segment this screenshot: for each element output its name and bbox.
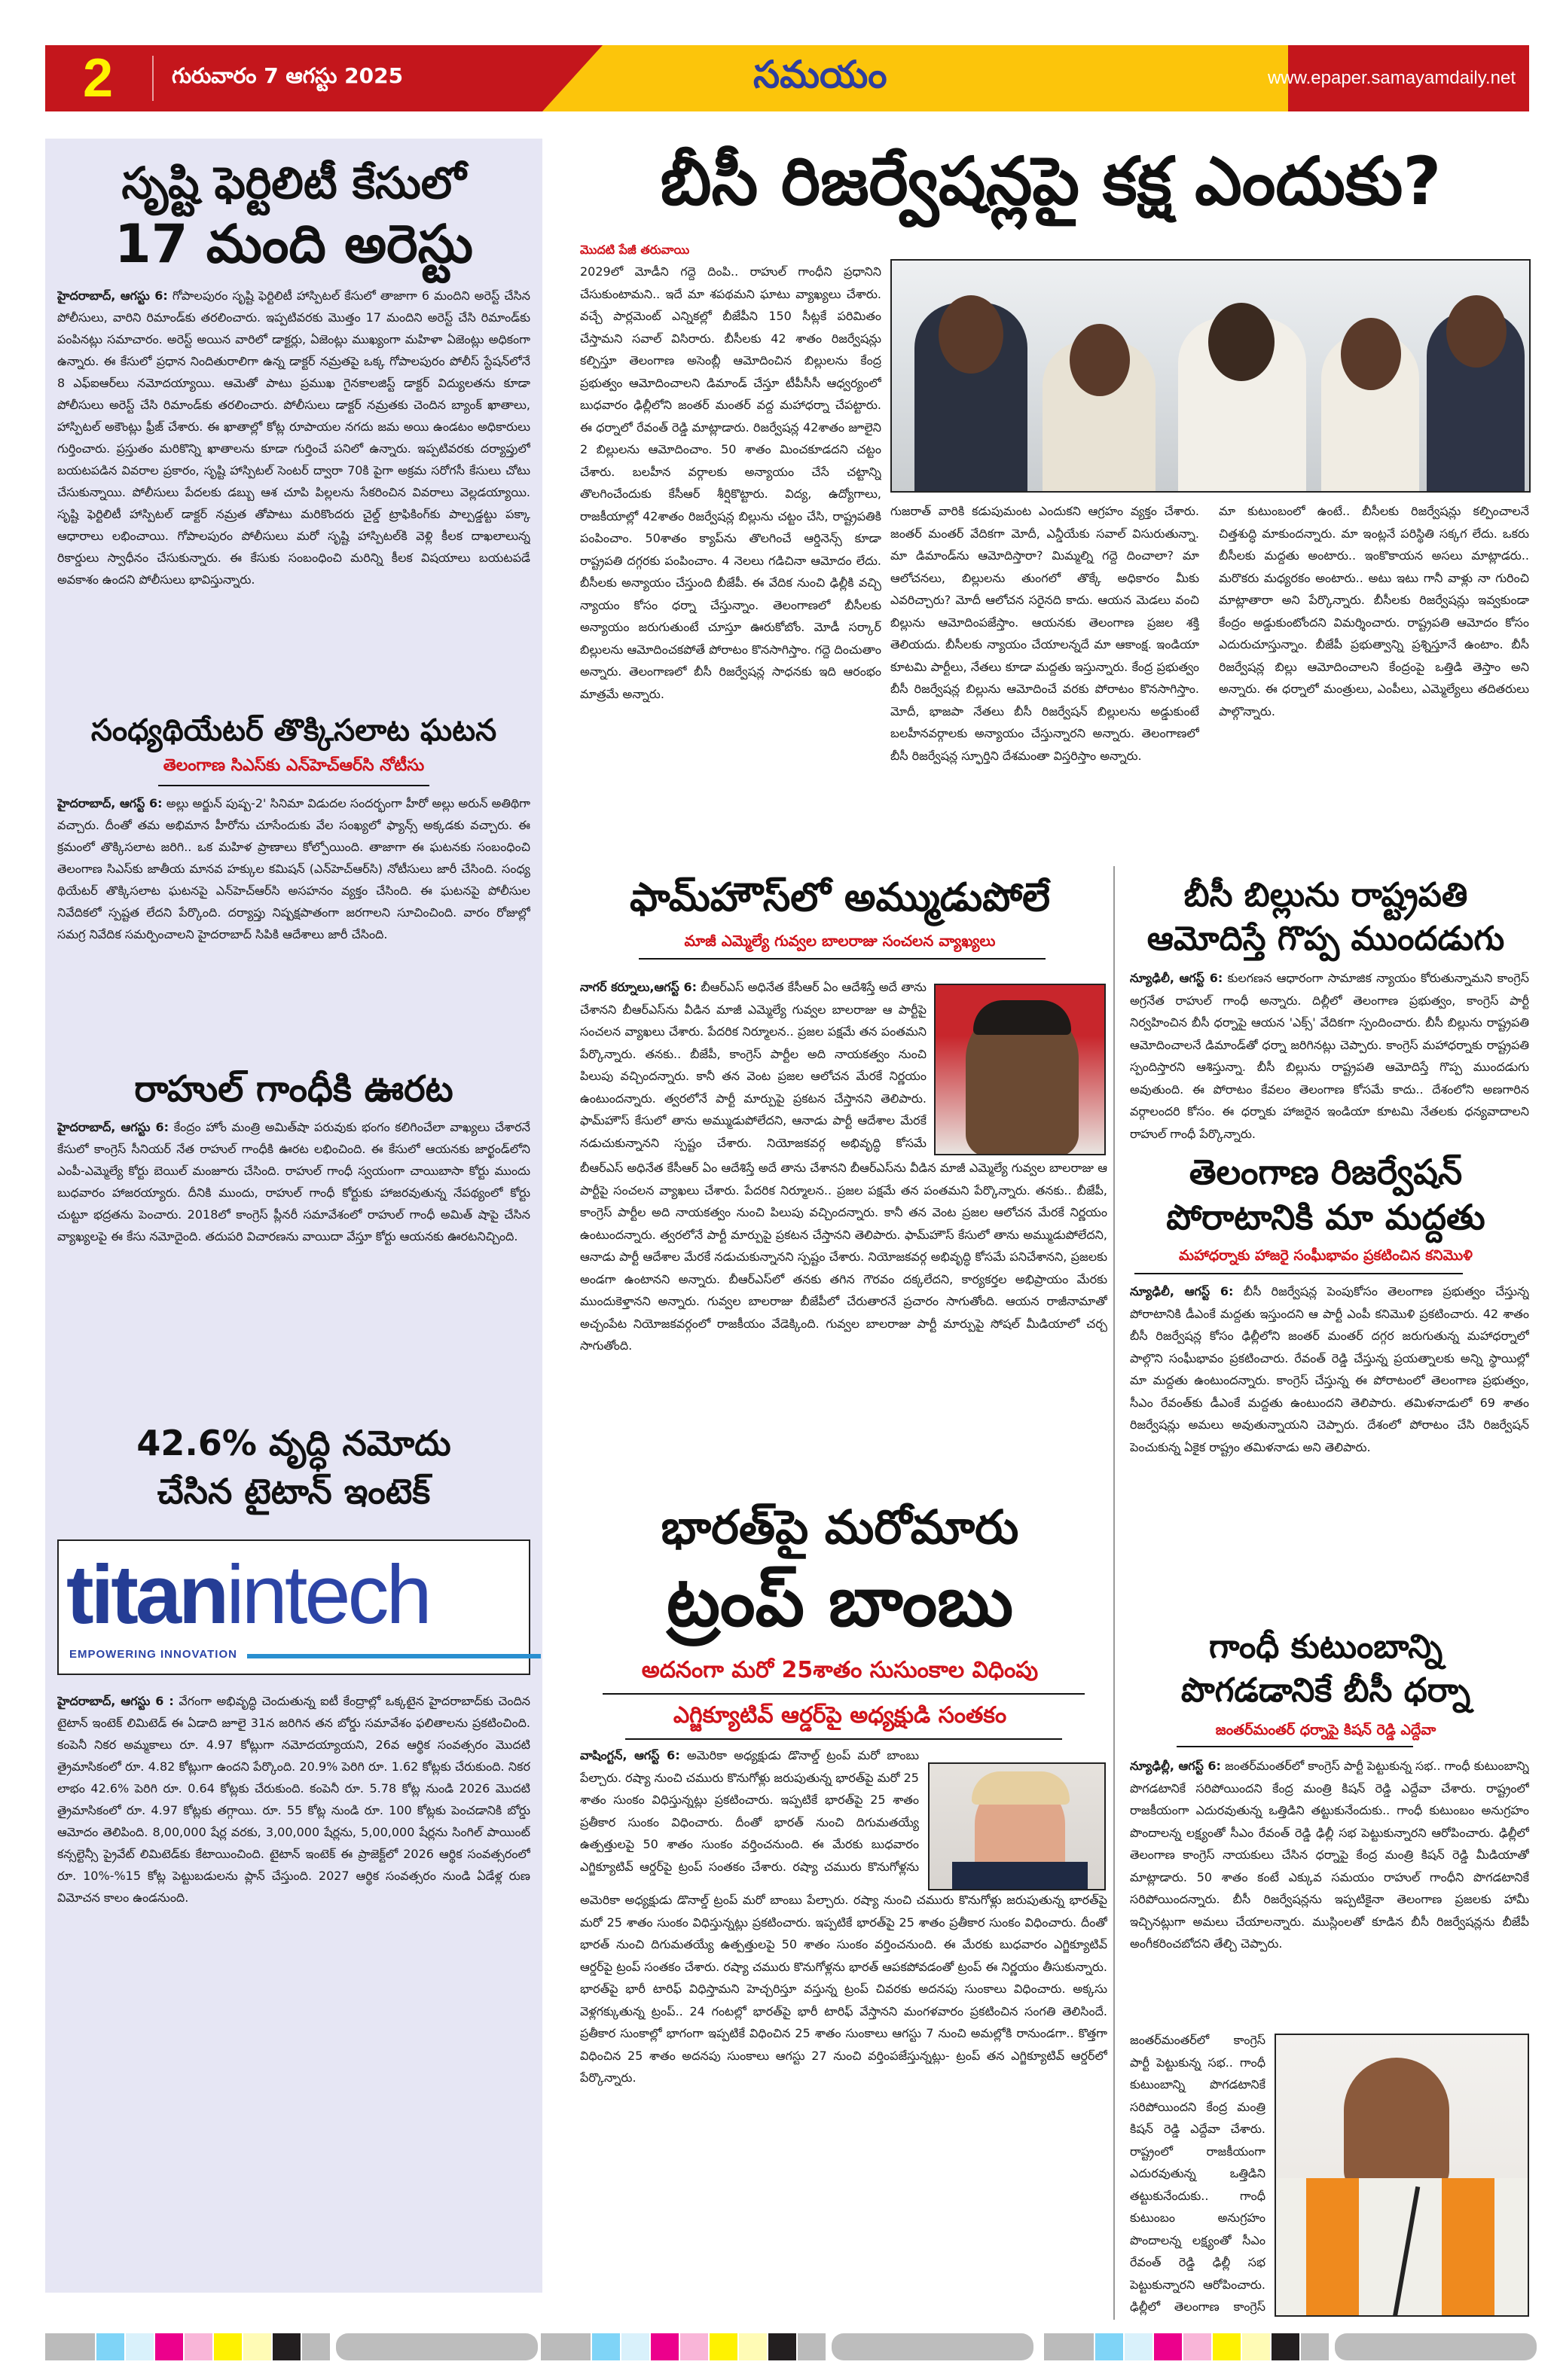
- trump-headline-line-1: భారత్‌పై మరోమారు: [661, 1500, 1019, 1555]
- color-swatch: [302, 2333, 330, 2360]
- lead-headline: బీసీ రిజర్వేషన్లపై కక్ష ఎందుకు?: [660, 142, 1442, 220]
- body-text: వేగంగా అభివృద్ధి చెందుతున్న ఐటీ కేంద్రాల్లో ఒక్కటైన హైదరాబాద్‌కు చెందిన టైటాన్ ఇంటెక్ లిమిటెడ్ ఈ ఏడాది జూలై 31న జరిగిన తన బోర్డు సమావేశం ఫలితాలను ప్రకటించింది. కంపెనీ నికర అమ్మకాలు రూ. 4.97 కోట్లుగా నమోదయ్యాయని, 26వ ఆర్థిక సంవత్సరం మొదటి త్రైమాసికంలో రూ. 4.82 కోట్లుగా ఉందని పేర్కొంది. 20.9% పెరిగి రూ. 1.62 కోట్లకు చేరుకుంది. నికర లాభం 42.6% పెరిగి రూ. 0.64 కోట్లకు చేరుకుంది. కంపెనీ రూ. 5.78 కోట్ల నుండి 2026 మొదటి త్రైమాసికంలో రూ. 4.97 కోట్లకు తగ్గాయి. రూ. 55 కోట్ల నుండి రూ. 100 కోట్లకు పెంచడానికి బోర్డు ఆమోదం తెలిపింది. 8,00,000 షేర్ల వరకు, 3,00,000 షేర్లను, 5,00,000 షేర్లను సింగిల్ పాయింట్ కన్సల్టెన్సీ ప్రైవేట్ లిమిటెడ్‌కు కేటాయించింది. టైటాన్ ఇంటెక్ ఈ ప్రాజెక్ట్‌లో 2026 ఆర్థిక సంవత్సరంలో రూ. 10%-%15 కోట్ల పెట్టుబడులను ప్లాన్ చేస్తుంది. 2027 ఆర్థిక సంవత్సరం నుండి ఏడేళ్ల రుణ విమోచన కాలం ఉండనుంది.: [57, 1694, 530, 1905]
- body-text: బీసీ రిజర్వేషన్ల పెంపుకోసం తెలంగాణ ప్రభుత్వం చేస్తున్న పోరాటానికి డీఎంకే మద్దతు ఇస్తుందని ఆ పార్టీ ఎంపీ కనిమొళి ప్రకటించారు. 42 శాతం బీసీ రిజర్వేషన్ల కోసం ఢిల్లీలోని జంతర్ మంతర్ దగ్గర జరుగుతున్న మహాధర్నాలో పాల్గొని సంఘీభావం ప్రకటించారు. రేవంత్ రెడ్డి చేస్తున్న ప్రయత్నాలకు అన్ని స్థాయిల్లో మా మద్దతు ఉంటుందన్నారు. కాంగ్రెస్ చేస్తున్న ఈ పోరాటంలో తెలంగాణ ప్రభుత్వం, సీఎం రేవంత్‌కు డీఎంకే మద్దతు ఉంటుందని తెలిపారు. తమిళనాడులో 69 శాతం రిజర్వేషన్లు అమలు అవుతున్నాయని చెప్పారు. దేశంలో పోరాటం చేసి రిజర్వేషన్ పెంచుకున్న ఏకైక రాష్ట్రం తమిళనాడు అని తెలిపారు.: [1130, 1284, 1529, 1454]
- gray-registration-pill: [336, 2333, 538, 2360]
- headline: రాహుల్ గాంధీకి ఊరట: [134, 1068, 453, 1110]
- photo-kishan-reddy: [1275, 2034, 1529, 2317]
- left-column: [45, 139, 542, 2293]
- color-swatch: [651, 2333, 679, 2360]
- body-text: కులగణన ఆధారంగా సామాజిక న్యాయం కోరుతున్నామని కాంగ్రెస్ అగ్రనేత రాహుల్ గాంధీ అన్నారు. దిల్లీలో తెలంగాణ ప్రభుత్వం, కాంగ్రెస్ పార్టీ నిర్వహించిన బీసీ ధర్నాపై ఆయన 'ఎక్స్' వేదికగా స్పందించారు. బీసీ బిల్లును రాష్ట్రపతి ఆమోదించాలనే డిమాండ్‌తో ధర్నా జరిగినట్లు చెప్పారు. కాంగ్రెస్ మహాధర్నాకు రాష్ట్రపతి స్పందిస్తారని ఆశిస్తున్నా. బీసీ బిల్లును రాష్ట్రపతి ఆమోదిస్తే గొప్ప ముందడుగు అవుతుంది. ఈ పోరాటం కేవలం తెలంగాణ కోసమే కాదు.. దేశంలోని అణగారిన వర్గాలందరి కోసం. ఈ ధర్నాకు హాజరైన ఇండియా కూటమి నేతలకు ధన్యవాదాలని రాహుల్ గాంధీ పేర్కొన్నారు.: [1130, 971, 1529, 1141]
- page-number: 2: [83, 48, 114, 108]
- gray-registration-pill: [1335, 2333, 1537, 2360]
- color-swatch: [1272, 2333, 1299, 2360]
- logo-word-titan: titan: [66, 1549, 227, 1641]
- farmhouse-article-intro: [580, 976, 927, 1154]
- color-bar-group: [45, 2333, 538, 2360]
- color-swatch: [739, 2333, 767, 2360]
- body-text: అల్లు అర్జున్ పుష్ప-2' సినిమా విడుదల సందర్భంగా హీరో అల్లు అరున్ అతిథిగా వచ్చారు. దీంతో తమ అభిమాన హీరోను చూసేందుకు వేల సంఖ్యలో ఫ్యాన్స్ అక్కడకు వచ్చారు. ఈ క్రమంలో తొక్కిసలాట జరిగి.. ఒక మహిళ ప్రాణాలు కోల్పోయింది. తాజాగా ఈ ఘటనకు సంబంధించి తెలంగాణ సిఎస్‌కు జాతీయ మానవ హక్కుల కమిషన్ (ఎన్‌హెచ్‌ఆర్‌సి) నోటీసులు జారీ చేసింది. సంధ్య థియేటర్ తొక్కిసలాట ఘటనపై ఎన్‌హెచ్‌ఆర్‌సి అసహనం వ్యక్తం చేసింది. ఈ ఘటనపై పోలీసుల నివేదికలో స్పష్టత లేదని పేర్కొంది. దర్యాప్తు నిష్పక్షపాతంగా జరగాలని సూచించింది. వారం రోజుల్లో సమగ్ర నివేదిక సమర్పించాలని హైదరాబాద్ సిపికి ఆదేశాలు జారీ చేసింది.: [57, 796, 530, 941]
- column-divider: [1113, 866, 1115, 2320]
- photo-suit: [952, 1862, 1088, 1890]
- headline-line-2: 17 మంది అరెస్టు: [114, 213, 473, 275]
- color-swatch: [1242, 2333, 1270, 2360]
- color-swatch: [768, 2333, 796, 2360]
- body-text: జంతర్‌మంతర్‌లో కాంగ్రెస్ పార్టీ పెట్టుకున్న సభ.. గాంధీ కుటుంబాన్ని పొగడటానికే సరిపోయిందని కేంద్ర మంత్రి కిషన్ రెడ్డి ఎద్దేవా చేశారు. రాష్ట్రంలో రాజకీయంగా ఎదురవుతున్న ఒత్తిడిని తట్టుకునేందుకు.. గాంధీ కుటుంబం అనుగ్రహం పొందాలన్న లక్ష్యంతో సీఎం రేవంత్ రెడ్డి ఢిల్లీ సభ పెట్టుకున్నారని ఆరోపించారు. ఢిల్లీలో తెలంగాణ కాంగ్రెస్ నాయకులు చేసిన ధర్నాపై కేంద్ర మంత్రి కిషన్ రెడ్డి మీడియాతో మాట్లాడారు. 50 శాతం కంటే ఎక్కువ సమయం రాహుల్ గాంధీని పొగడటానికే సరిపోయిందన్నారు. బీసీ రిజర్వేషన్లను ఇప్పటికైనా తెలంగాణ ప్రజలకు హామీ ఇచ్చినట్లుగా అమలు చేయాలన్నారు. ముస్లింలతో కూడిన బీసీ రిజర్వేషన్లను బీజేపీ అంగీకరించబోదని తేల్చి చెప్పారు.: [1130, 1759, 1529, 1951]
- photo-figure-head: [1070, 324, 1130, 396]
- color-swatch: [541, 2333, 591, 2360]
- photo-face: [1344, 2058, 1449, 2193]
- masthead: [45, 45, 1529, 111]
- color-swatch: [155, 2333, 183, 2360]
- color-swatch: [710, 2333, 737, 2360]
- lead-story-column-1: 2029లో మోడీని గద్దె దింపి.. రాహుల్ గాంధీని ప్రధానిని చేసుకుంటామని.. ఇదే మా శపథమని ఘాటు వ్యాఖ్యలు చేశారు. వచ్చే పార్లమెంట్ ఎన్నికల్లో బీజేపీని 150 సీట్లకే పరిమితం చేస్తామని సవాల్ విసిరారు. బీసీలకు 42 శాతం రిజర్వేషన్లు కల్పిస్తూ తెలంగాణ అసెంబ్లీ ఆమోదించిన బిల్లులను కేంద్ర ప్రభుత్వం ఆమోదించాలని డిమాండ్ చేస్తూ టీపీసీసీ ఆధ్వర్యంలో బుధవారం ఢిల్లీలోని జంతర్ మంతర్ వద్ద మహాధర్నా చేపట్టారు. ఈ ధర్నాలో రేవంత్ రెడ్డి మాట్లాడారు. రిజర్వేషన్ల 42శాతం జూలైని 2 బిల్లులను ఆమోదించాం. 50 శాతం మించకూడదని చట్టం చేశారు. బలహీన వర్గాలకు అన్యాయం చేసే చట్టాన్ని తొలగించేందుకు కేసీఆర్ శీర్షికొట్టారు. విద్య, ఉద్యోగాలు, రాజకీయాల్లో 42శాతం రిజర్వేషన్ల బిల్లును చట్టం చేసి, రాష్ట్రపతికి పంపించాం. 50శాతం క్యాప్‌ను తొలగించే ఆర్డినెన్స్ కూడా రాష్ట్రపతి దగ్గరకు పంపించాం. 4 నెలలు గడిచినా ఆమోదం లేదు. బీసీలకు అన్యాయం చేస్తుంది బీజేపీ. ఈ వేదిక నుంచి ఢిల్లీకి వచ్చి న్యాయం కోసం ధర్నా చేస్తున్నాం. తెలంగాణలో బీసీలకు అన్యాయం జరుగుతుంటే చూస్తూ ఊరుకోబోం. మోడీ సర్కార్ బిల్లులను ఆమోదించకపోతే పోరాటం కొనసాగిస్తాం. గద్దె దించుతాం అన్నారు. తెలంగాణలో బీసీ రిజర్వేషన్ల సాధనకు ఇది ఆరంభం మాత్రమే అన్నారు.: [580, 264, 881, 701]
- color-swatch: [1154, 2333, 1182, 2360]
- color-bar-group: [1044, 2333, 1537, 2360]
- issue-date: గురువారం 7 ఆగస్టు 2025: [172, 63, 404, 88]
- article-body: [57, 1690, 530, 2263]
- photo-hair: [973, 1000, 1071, 1035]
- gandhi-family-article-continued: జంతర్‌మంతర్‌లో కాంగ్రెస్ పార్టీ పెట్టుకున్న సభ.. గాంధీ కుటుంబాన్ని పొగడటానికే సరిపోయిందని కేంద్ర మంత్రి కిషన్ రెడ్డి ఎద్దేవా చేశారు. రాష్ట్రంలో రాజకీయంగా ఎదురవుతున్న ఒత్తిడిని తట్టుకునేందుకు.. గాంధీ కుటుంబం అనుగ్రహం పొందాలన్న లక్ష్యంతో సీఎం రేవంత్ రెడ్డి ఢిల్లీ సభ పెట్టుకున్నారని ఆరోపించారు. ఢిల్లీలో తెలంగాణ కాంగ్రెస్: [1130, 2033, 1265, 2314]
- dateline: హైదరాబాద్, ఆగస్టు 6:: [57, 1120, 169, 1134]
- color-swatch: [1183, 2333, 1211, 2360]
- trump-headline-line-2: ట్రంప్ బాంబు: [666, 1561, 1014, 1642]
- lead-story-column-2: గుజరాత్ వారికి కడుపుమంట ఎందుకని ఆగ్రహం వ్యక్తం చేశారు. జంతర్ మంతర్ వేదికగా మోదీ, ఎన్డీయేకు సవాల్ విసురుతున్నా. మా డిమాండ్‌ను ఆమోదిస్తారా? మిమ్మల్ని గద్దె దించాలా? మా ఆలోచనలు, బిల్లులను తుంగలో తొక్కే అధికారం మీకు ఎవరిచ్చారు? మోదీ ఆలోచన సరైనది కాదు. ఆయన మెడలు వంచి బిల్లును ఆమోదింపజేస్తాం. ఆయనకు తెలంగాణ ప్రజల శక్తి తెలియదు. బీసీలకు న్యాయం చేయాలన్నదే మా ఆకాంక్ష. ఇండియా కూటమి పార్టీలు, నేతలు కూడా మద్దతు ఇస్తున్నారు. కేంద్ర ప్రభుత్వం బీసీ రిజర్వేషన్ల బిల్లును ఆమోదించే వరకు పోరాటం కొనసాగిస్తాం. మోదీ, భాజపా నేతలు బీసీ రిజర్వేషన్ బిల్లులను అడ్డుకుంటే బలహీనవర్గాలకు అన్యాయం చేస్తున్నారని అన్నారు. తెలంగాణలో బీసీ రిజర్వేషన్ల స్ఫూర్తిని దేశమంతా విస్తరిస్తాం అన్నారు.: [890, 504, 1199, 763]
- color-swatch: [185, 2333, 212, 2360]
- newspaper-logo: సమయం: [753, 53, 887, 96]
- color-swatch: [1213, 2333, 1241, 2360]
- gandhi-family-headline-line-1: గాంధీ కుటుంబాన్ని: [1208, 1628, 1443, 1666]
- photo-saffron-scarf: [1442, 2178, 1494, 2317]
- color-swatch: [214, 2333, 242, 2360]
- gray-registration-pill: [832, 2333, 1033, 2360]
- divider-rule: [1134, 1273, 1463, 1274]
- color-swatch: [592, 2333, 620, 2360]
- dateline: న్యూఢిలీ, ఆగస్ట్ 6:: [1130, 971, 1223, 985]
- body-text: అమెరికా అధ్యక్షుడు డొనాల్డ్ ట్రంప్ మరో బాంబు పేల్చారు. రష్యా నుంచి చమురు కొనుగోళ్లు జరుపుతున్న భారత్‌పై మరో 25 శాతం సుంకం విధిస్తున్నట్లు ప్రకటించారు. ఇప్పటికే భారత్‌పై 25 శాతం ప్రతీకార సుంకం విధించారు. దీంతో భారత్ నుంచి దిగుమతయ్యే ఉత్పత్తులపై 50 శాతం సుంకం వర్తించనుంది. ఈ మేరకు బుధవారం ఎగ్జిక్యూటివ్ ఆర్డర్‌పై ట్రంప్ సంతకం చేశారు. రష్యా చమురు కొనుగోళ్లను: [580, 1748, 919, 1874]
- bc-bill-headline-line-1: బీసీ బిల్లును రాష్ట్రపతి: [1183, 876, 1468, 914]
- logo-wordmark: [66, 1550, 429, 1640]
- dateline: వాషింగ్టన్, ఆగస్ట్ 6:: [580, 1748, 680, 1762]
- divider-rule: [158, 785, 429, 786]
- body-text: కేంద్రం హోం మంత్రి అమిత్‌షా పరువుకు భంగం కలిగించేలా వాఖ్యలు చేశారనే కేసులో కాంగ్రెస్ సీనియర్ నేత రాహుల్ గాంధీకి ఊరట లభించింది. ఈ కేసులో ఆయనకు జార్ఖండ్‌లోని ఎంపీ-ఎమ్మెల్యే కోర్టు బెయిల్ మంజూరు చేసింది. రాహుల్ గాంధీ స్వయంగా చాయిబాసా కోర్టు ముందు బుధవారం హాజరయ్యారు. దీనికి ముందు, రాహుల్ గాంధీ కోర్టుకు హాజరవుతున్న నేపథ్యంలో కోర్టు చుట్టూ భద్రతను పెంచారు. 2018లో కాంగ్రెస్ ప్లీనరీ సమావేశంలో రాహుల్ గాంధీ అమిత్ షాపై చేసిన వ్యాఖ్యలపై ఈ కేసు నమోదైంది. తదుపరి విచారణను వాయిదా వేస్తూ కోర్టు ఆయనకు ఊరటనిచ్చింది.: [57, 1120, 530, 1243]
- body-text: గోపాలపురం సృష్టి ఫెర్టిలిటీ హాస్పిటల్ కేసులో తాజాగా 6 మందిని అరెస్ట్ చేసిన పోలీసులు, వారిని రిమాండ్‌కు తరలించారు. ఇప్పటివరకు మొత్తం 17 మందిని అరెస్ట్ చేసి రిమాండ్‌కు పంపినట్లు సమాచారం. అరెస్ట్ అయిన వారిలో డాక్టర్లు, ఏజెంట్లు ముఖ్యంగా మహిళా ఏజెంట్లు అధికంగా ఉన్నారు. ఈ కేసులో ప్రధాన నిందితురాలిగా ఉన్న డాక్టర్ నమ్రతపై ఒక్క గోపాలపురం పోలీస్ స్టేషన్‌లోనే 8 ఎఫ్ఐఆర్‌లు నమోదయ్యాయి. ఆమెతో పాటు ప్రముఖ గైనకాలజిస్ట్ డాక్టర్ విద్యులతను కూడా పోలీసులు అరెస్ట్ చేసి రిమాండ్‌కు తరలించారు. పోలీసులు డాక్టర్ నమ్రతకు చెందిన బ్యాంక్ ఖాతాలు, హాస్పిటల్ అకౌంట్లు ఫ్రీజ్ చేశారు. ఈ ఖాతాల్లో కోట్ల రూపాయల నగదు జమ అయి ఉండటం అధికారులు గుర్తించారు. ప్రస్తుతం మరికొన్ని ఖాతాలను కూడా గుర్తించే పనిలో ఉన్నారు. ఇప్పటివరకు దర్యాప్తులో బయటపడిన వివరాల ప్రకారం, సృష్టి హాస్పిటల్ సెంటర్ ద్వారా 70కి పైగా అక్రమ సరోగసీ కేసులు చోటు చేసుకున్నాయి. పోలీసులు పేదలకు డబ్బు ఆశ చూపి పిల్లలను సేకరించిన వివరాలు వెల్లడయ్యాయి. సృష్టి ఫెర్టిలిటీ హాస్పిటల్ డాక్టర్ నమ్రత తోపాటు మరికొందరు చైల్డ్ ట్రాఫికింగ్‌కు పాల్పడ్డట్టు పక్కా ఆధారాలు లభించాయి. గోపాలపురం పోలీసులు మరో సృష్టి హాస్పిటల్‌కి వెళ్లి కీలక దాఖలాలున్న రికార్డులు స్వాధీనం చేసుకున్నారు. ఈ కేసుకు సంబంధించి మరిన్ని కీలక విషయాలు బయటపడే అవకాశం ఉందని పోలీసులు భావిస్తున్నారు.: [57, 288, 530, 587]
- color-swatch: [1095, 2333, 1123, 2360]
- article-rahul-relief: [57, 1065, 530, 1401]
- logo-tagline: EMPOWERING INNOVATION: [69, 1648, 237, 1661]
- photo-figure-head: [1341, 318, 1401, 390]
- color-swatch: [243, 2333, 271, 2360]
- divider-rule: [603, 1693, 1085, 1695]
- trump-article-continued: అమెరికా అధ్యక్షుడు డొనాల్డ్ ట్రంప్ మరో బాంబు పేల్చారు. రష్యా నుంచి చమురు కొనుగోళ్లు జరుపుతున్న భారత్‌పై మరో 25 శాతం సుంకం విధిస్తున్నట్లు ప్రకటించారు. ఇప్పటికే భారత్‌పై 25 శాతం ప్రతీకార సుంకం విధించారు. దీంతో భారత్ నుంచి దిగుమతయ్యే ఉత్పత్తులపై 50 శాతం సుంకం వర్తించనుంది. ఈ మేరకు బుధవారం ఎగ్జిక్యూటివ్ ఆర్డర్‌పై ట్రంప్ సంతకం చేశారు. రష్యా చమురు కొనుగోళ్లను భారత్ ఆపకపోవడంతో ట్రంప్ ఈ నిర్ణయం తీసుకున్నారు. భారత్‌పై భారీ టారిఫ్ విధిస్తామని హెచ్చరిస్తూ వస్తున్న ట్రంప్ చివరకు అదనపు సుంకాలు విధించారు. అక్కసు వెళ్లగక్కుతున్న ట్రంప్.. 24 గంటల్లో భారత్‌పై భారీ టారిఫ్ వేస్తానని మంగళవారం ప్రకటించిన సంగతి తెలిసిందే. ప్రతీకార సుంకాల్లో భాగంగా ఇప్పటికే విధించిన 25 శాతం సుంకాలు ఆగస్టు 7 నుంచి అమల్లోకి రానుండగా.. కొత్తగా విధించిన 25 శాతం అదనపు సుంకాలు ఆగస్టు 27 నుంచి వర్తింపజేస్తున్నట్లు- ట్రంప్ తన ఎగ్జిక్యూటివ్ ఆర్డర్‌లో పేర్కొన్నారు.: [580, 1893, 1107, 2085]
- bc-bill-headline-line-2: ఆమోదిస్తే గొప్ప ముందడుగు: [1146, 920, 1505, 958]
- telangana-reservation-headline-line-2: పోరాటానికి మా మద్దతు: [1166, 1197, 1485, 1237]
- epaper-url[interactable]: www.epaper.samayamdaily.net: [1267, 68, 1516, 88]
- bc-bill-article: [1130, 967, 1529, 1145]
- color-swatch: [798, 2333, 826, 2360]
- lead-story-column-3: మా కుటుంబంలో ఉంటే.. బీసీలకు రిజర్వేషన్లు కల్పించాలనే చిత్తశుద్ధి మాకుందన్నారు. మా ఇంట్లనే పరిస్థితి సక్కగ లేదు. ఒకరు బీసీలకు మద్దతు అంటారు.. ఇంకొకాయన అసలు మాట్లాడరు.. మరొకరు మధ్యరకం అంటారు.. అటు ఇటు గానీ వాళ్లు నా గురించి మాట్లాతారా అని పేర్కొన్నారు. బీసీలకు రిజర్వేషన్లు ఇవ్వకుండా కేంద్రం అడ్డుకుంటోందని విమర్శించారు. రాష్ట్రపతి ఆమోదం కోసం ఎదురుచూస్తున్నాం. బీజేపీ ప్రభుత్వాన్ని ప్రశ్నిస్తూనే ఉంటాం. బీసీ రిజర్వేషన్ల బిల్లు ఆమోదించాలని కేంద్రంపై ఒత్తిడి తెస్తాం అని అన్నారు. ఈ ధర్నాలో మంత్రులు, ఎంపీలు, ఎమ్మెల్యేలు తదితరులు పాల్గొన్నారు.: [1219, 504, 1529, 719]
- article-body: [57, 1116, 530, 1401]
- masthead-yellow-band: [542, 45, 1288, 111]
- article-body: [57, 792, 530, 1054]
- color-swatch: [621, 2333, 649, 2360]
- headline-line-1: సృష్టి ఫెర్టిలిటీ కేసులో: [121, 157, 466, 209]
- divider-rule: [639, 958, 1046, 960]
- photo-hair: [972, 1771, 1070, 1805]
- gandhi-family-article-intro: [1130, 1755, 1529, 2026]
- telangana-reservation-article: [1130, 1280, 1529, 1619]
- trump-article-intro: [580, 1744, 919, 1880]
- farmhouse-article-continued: బీఆర్ఎస్ అధినేత కేసీఆర్ ఏం ఆదేశిస్తే అదే తాను చేశానని బీఆర్ఎస్‌ను వీడిన మాజీ ఎమ్మెల్యే గువ్వల బాలరాజు ఆ పార్టీపై సంచలన వ్యాఖలు చేశారు. పేదరిక నిర్మూలన.. ప్రజల పక్షమే తన పంతమని పేర్కొన్నారు. తనకు.. బీజేపీ, కాంగ్రెస్ పార్టీల అది నాయకత్వం నుంచి పిలుపు వచ్చిందన్నారు. కానీ తన వెంట ప్రజల ఆలోచన మేరకే నిర్ణయం ఉంటుందన్నారు. త్వరలోనే పార్టీ మార్పుపై ప్రకటన చేస్తానని తెలిపారు. ఫామ్‌హౌస్ కేసులో తాను అమ్ముడుపోలేదని, ఆనాడు పార్టీ ఆదేశాల మేరకే నడుచుకున్నానని స్పష్టం చేశారు. నియోజకవర్గ అభివృద్ధి కోసమే పనిచేశానని, ప్రజలకు అండగా ఉంటానని అన్నారు. బీఆర్ఎస్‌లో తనకు తగిన గౌరవం దక్కలేదని, కార్యకర్తల అభిప్రాయం మేరకు ముందుకెళ్తానని అన్నారు. గువ్వల బాలరాజు బీజేపీలో చేరుతారనే ప్రచారం సాగుతోంది. ఆయన రాజీనామాతో అచ్చంపేట నియోజకవర్గంలో రాజకీయం వేడెక్కింది. గువ్వల బాలరాజు పార్టీ మార్పుపై సోషల్ మీడియాలో చర్చ సాగుతోంది.: [580, 1161, 1107, 1353]
- color-swatch: [680, 2333, 708, 2360]
- dateline: న్యూఢిలీ, ఆగస్ట్ 6:: [1130, 1284, 1234, 1298]
- color-bar-group: [541, 2333, 1033, 2360]
- logo-underline-bar: [247, 1654, 541, 1658]
- photo-guvvala-balaraju: [934, 984, 1106, 1155]
- trump-subheadline-2: ఎగ్జిక్యూటివ్ ఆర్డర్‌పై అధ్యక్షుడి సంతకం: [673, 1702, 1007, 1729]
- color-swatch: [126, 2333, 154, 2360]
- dateline: హైదరాబాద్, ఆగస్టు 6 :: [57, 1694, 174, 1708]
- dateline: నాగర్ కర్నూలు,ఆగస్ట్ 6:: [580, 980, 698, 994]
- masthead-divider: [152, 56, 154, 101]
- color-swatch: [273, 2333, 301, 2360]
- color-swatch: [1301, 2333, 1329, 2360]
- telangana-reservation-headline-line-1: తెలంగాణ రిజర్వేషన్: [1189, 1152, 1463, 1192]
- divider-rule: [1177, 1746, 1413, 1747]
- headline: సంధ్యథియేటర్ తొక్కిసలాట ఘటన: [90, 713, 497, 748]
- photo-donald-trump: [928, 1762, 1106, 1890]
- headline-line-2: చేసిన టైటాన్ ఇంటెక్: [157, 1471, 431, 1512]
- photo-leaders-group: [890, 259, 1531, 493]
- color-swatch: [96, 2333, 124, 2360]
- photo-figure-head: [1446, 295, 1507, 368]
- titan-intech-logo: [57, 1539, 530, 1675]
- photo-saffron-scarf: [1306, 2178, 1359, 2317]
- headline-line-1: 42.6% వృద్ధి నమోదు: [136, 1423, 451, 1463]
- gandhi-family-subheadline: జంతర్‌మంతర్ ధర్నాపై కిషన్ రెడ్డి ఎద్దేవా: [1215, 1722, 1436, 1738]
- article-sandhya-theatre: [57, 708, 530, 1054]
- color-swatch: [1125, 2333, 1152, 2360]
- photo-figure-head: [939, 295, 1003, 374]
- divider-rule: [625, 1738, 1062, 1740]
- body-text: బీఆర్ఎస్ అధినేత కేసీఆర్ ఏం ఆదేశిస్తే అదే తాను చేశానని బీఆర్ఎస్‌ను వీడిన మాజీ ఎమ్మెల్యే గువ్వల బాలరాజు ఆ పార్టీపై సంచలన వ్యాఖలు చేశారు. పేదరిక నిర్మూలన.. ప్రజల పక్షమే తన పంతమని పేర్కొన్నారు. తనకు.. బీజేపీ, కాంగ్రెస్ పార్టీల అది నాయకత్వం నుంచి పిలుపు వచ్చిందన్నారు. కానీ తన వెంట ప్రజల ఆలోచన మేరకే నిర్ణయం ఉంటుందన్నారు. త్వరలోనే పార్టీ మార్పుపై ప్రకటన చేస్తానని తెలిపారు. ఫామ్‌హౌస్ కేసులో తాను అమ్ముడుపోలేదని, ఆనాడు పార్టీ ఆదేశాల మేరకే నడుచుకున్నానని స్పష్టం చేశారు. నియోజకవర్గ అభివృద్ధి కోసమే: [580, 980, 927, 1150]
- color-swatch: [1044, 2333, 1094, 2360]
- dateline: హైదరాబాద్, ఆగస్ట్ 6:: [57, 796, 163, 810]
- logo-word-intech: intech: [226, 1549, 429, 1641]
- continued-from-front-page: మొదటి పేజీ తరువాయి: [580, 243, 690, 257]
- trump-subheadline-1: అదనంగా మరో 25శాతం సుసుంకాల విధింపు: [641, 1657, 1039, 1683]
- farmhouse-headline: ఫామ్‌హౌస్‌లో అమ్ముడుపోలే: [630, 875, 1050, 920]
- color-swatch: [45, 2333, 95, 2360]
- article-body: [57, 285, 530, 697]
- dateline: న్యూఢిల్లీ, ఆగస్ట్ 6:: [1130, 1759, 1221, 1773]
- subheadline: తెలంగాణ సిఎస్‌కు ఎన్‌హెచ్‌ఆర్‌సి నోటీసు: [163, 756, 425, 775]
- photo-figure-head: [1208, 303, 1275, 381]
- article-titan-intech: [57, 1419, 530, 2263]
- article-fertility-case: [57, 154, 530, 697]
- dateline: హైదరాబాద్, ఆగస్టు 6:: [57, 288, 168, 303]
- telangana-reservation-subheadline: మహాధర్నాకు హాజరై సంఘీభావం ప్రకటించిన కనిమొళి: [1178, 1247, 1473, 1264]
- farmhouse-subheadline: మాజీ ఎమ్మెల్యే గువ్వల బాలరాజు సంచలన వ్యాఖ్యలు: [684, 932, 996, 950]
- gandhi-family-headline-line-2: పొగడడానికే బీసీ ధర్నా: [1180, 1671, 1471, 1710]
